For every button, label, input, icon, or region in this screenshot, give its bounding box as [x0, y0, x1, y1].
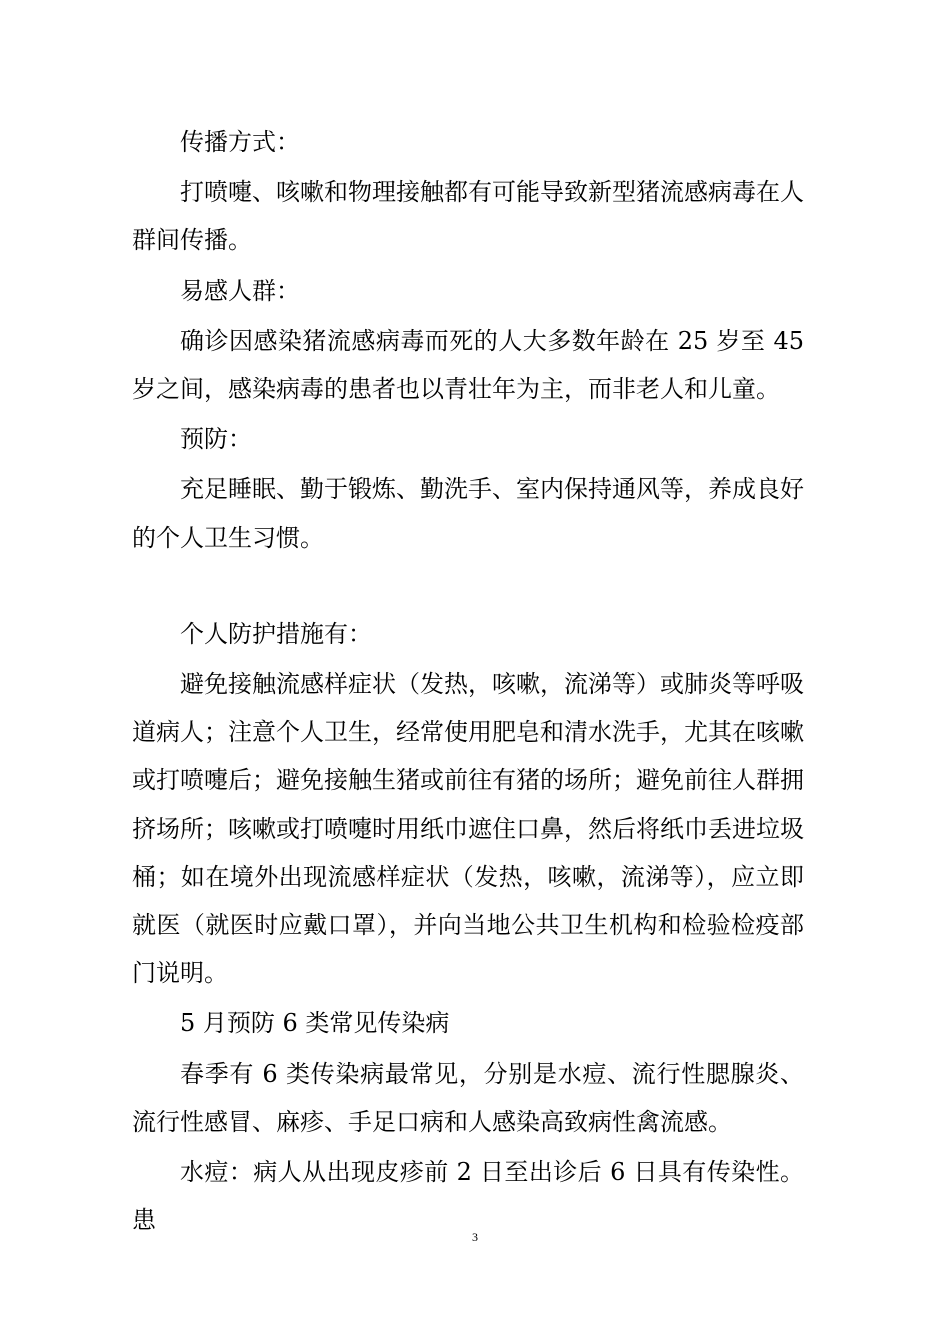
heading-transmission: 传播方式：	[180, 128, 300, 156]
paragraph-chickenpox: 水痘：病人从出现皮疹前 2 日至出诊后 6 日具有传染性。患	[132, 1158, 804, 1235]
heading-susceptible-groups: 易感人群：	[180, 276, 300, 305]
heading-may-prevention: 5 月预防 6 类常见传染病	[180, 1009, 450, 1038]
heading-personal-protection: 个人防护措施有：	[180, 619, 372, 648]
paragraph-prevention: 充足睡眠、勤于锻炼、勤洗手、室内保持通风等，养成良好的个人卫生习惯。	[132, 475, 804, 552]
document-body	[132, 118, 804, 1246]
page-number: 3	[472, 1230, 478, 1244]
paragraph-transmission: 打喷嚏、咳嗽和物理接触都有可能导致新型猪流感病毒在人群间传播。	[132, 178, 804, 255]
heading-prevention: 预防：	[180, 425, 252, 454]
paragraph-susceptible-groups: 确诊因感染猪流感病毒而死的人大多数年龄在 25 岁至 45 岁之间，感染病毒的患者也以青壮年为主，而非老人和儿童。	[132, 326, 804, 404]
paragraph-personal-protection: 避免接触流感样症状（发热，咳嗽，流涕等）或肺炎等呼吸道病人；注意个人卫生，经常使用肥皂和清水洗手，尤其在咳嗽或打喷嚏后；避免接触生猪或前往有猪的场所；避免前往人群拥挤场所；咳嗽或打喷嚏时用纸巾遮住口鼻，然后将纸巾丢进垃圾桶；如在境外出现流感样症状（发热，咳嗽，流涕等），应立即就医（就医时应戴口罩），并向当地公共卫生机构和检验检疫部门说明。	[132, 670, 804, 988]
blank-line	[132, 564, 804, 610]
paragraph-spring-diseases: 春季有 6 类传染病最常见，分别是水痘、流行性腮腺炎、流行性感冒、麻疹、手足口病和人感染高致病性禽流感。	[132, 1059, 804, 1136]
